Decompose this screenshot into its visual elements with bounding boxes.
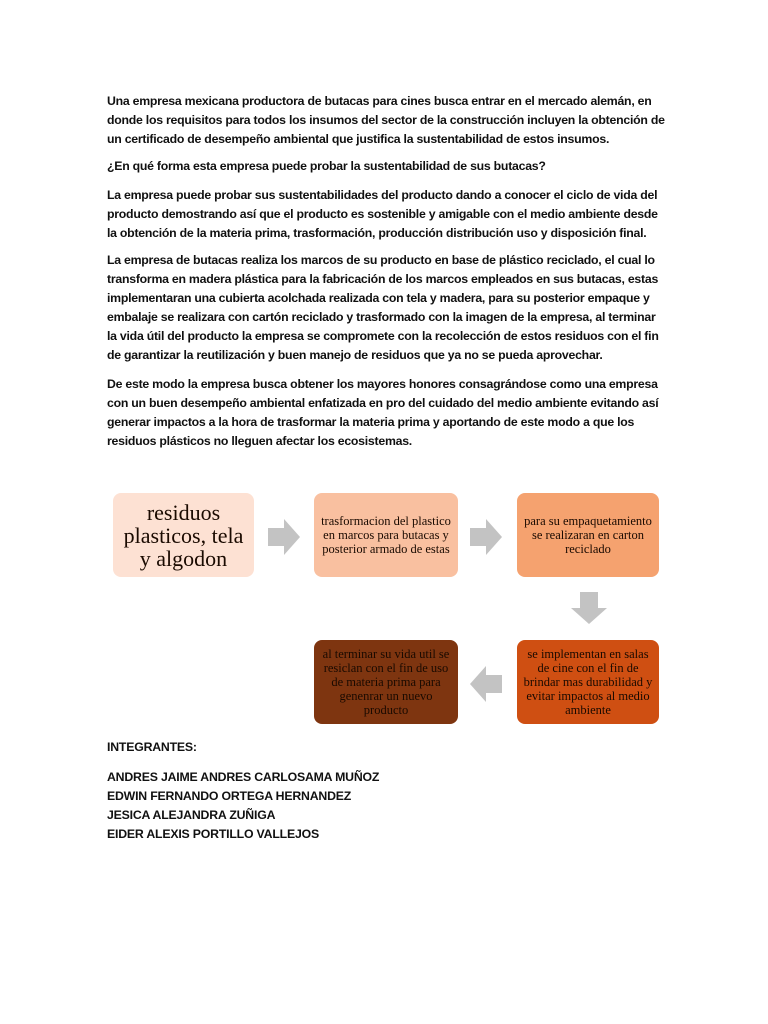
member-name: ANDRES JAIME ANDRES CARLOSAMA MUÑOZ [107,770,380,784]
member-name: EIDER ALEXIS PORTILLO VALLEJOS [107,827,319,841]
diagram-step-4: se implementan en salas de cine con el fin de brindar mas durabilidad y evitar impactos al medio ambiente [517,640,659,724]
question-paragraph: ¿En qué forma esta empresa puede probar la sustentabilidad de sus butacas? [107,159,546,173]
arrow-left-icon [470,666,502,702]
answer-paragraph: La empresa puede probar sus sustentabilidades del producto dando a conocer el ciclo de vida del producto demostrando así que el producto es sostenible y amigable con el medio ambiente desde la obtención de la materia prima, trasformación, producción distribución uso y disposición final. [107,188,658,240]
conclusion-paragraph: De este modo la empresa busca obtener los mayores honores consagrándose como una empresa con un buen desempeño ambiental enfatizada en pro del cuidado del medio ambiente evitando así generar impactos a la hora de trasformar la materia prima y aportando de este modo a que los residuos plásticos no lleguen afectar los ecosistemas. [107,377,659,448]
arrow-right-icon [470,519,502,555]
member-name: EDWIN FERNANDO ORTEGA HERNANDEZ [107,789,352,803]
arrow-right-icon [268,519,300,555]
process-paragraph: La empresa de butacas realiza los marcos de su producto en base de plástico reciclado, el cual lo transforma en madera plástica para la fabricación de los marcos empleados en sus butacas, estas implementaran una cubierta acolchada realizada con tela y madera, para su posterior empaque y embalaje se realizara con cartón reciclado y trasformado con la imagen de la empresa, al terminar la vida útil del producto la empresa se compromete con la recolección de estos residuos con el fin de garantizar la reutilización y buen manejo de residuos que ya no se pueda aprovechar. [107,253,659,362]
diagram-step-5: al terminar su vida util se resiclan con el fin de uso de materia prima para genenrar un nuevo producto [314,640,458,724]
diagram-step-1: residuos plasticos, tela y algodon [113,493,254,577]
intro-paragraph: Una empresa mexicana productora de butacas para cines busca entrar en el mercado alemán, en donde los requisitos para todos los insumos del sector de la construcción incluyen la obtención de un certificado de desempeño ambiental que justifica la sustentabilidad de estos insumos. [107,94,665,146]
members-heading: INTEGRANTES: [107,740,197,754]
arrow-down-icon [571,592,607,624]
member-name: JESICA ALEJANDRA ZUÑIGA [107,808,276,822]
diagram-step-3: para su empaquetamiento se realizaran en carton reciclado [517,493,659,577]
members-section [107,738,379,844]
diagram-step-2: trasformacion del plastico en marcos para butacas y posterior armado de estas [314,493,458,577]
